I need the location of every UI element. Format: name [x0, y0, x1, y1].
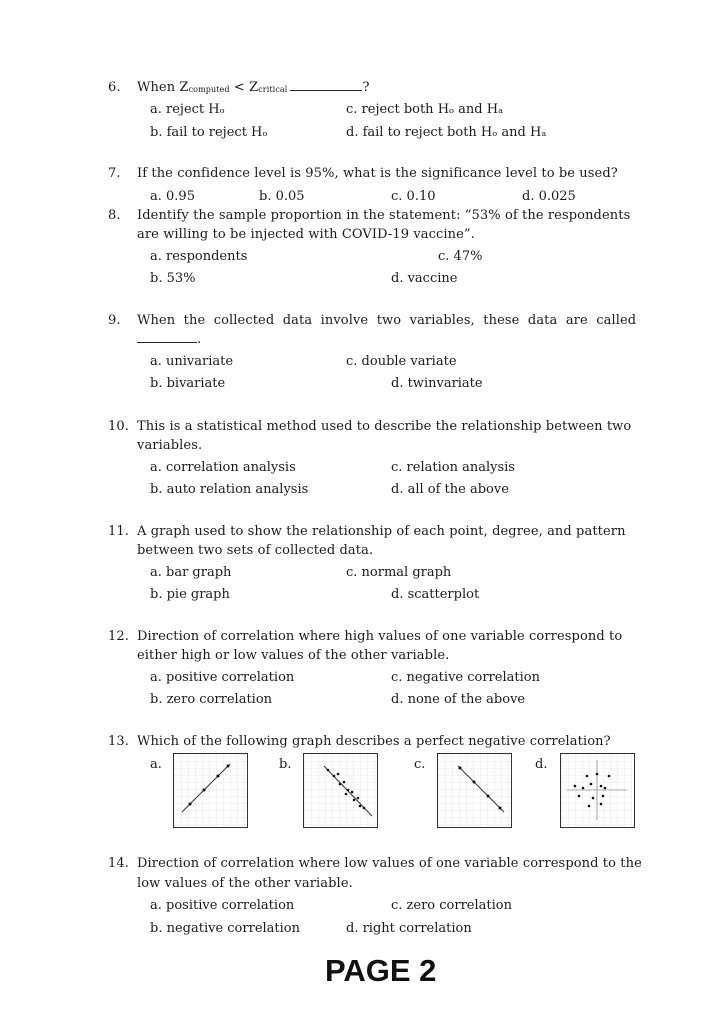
q11-question-line1: A graph used to show the relationship of each point, degree, and pattern [137, 524, 626, 539]
q11-number: 11. [108, 524, 129, 539]
page-number: PAGE 2 [325, 953, 437, 988]
q13-graph-a-point [203, 789, 206, 792]
q12-number: 12. [108, 629, 129, 644]
q13-graph-b-point [339, 783, 342, 786]
q13-graph-d-point [586, 775, 589, 778]
q10-number: 10. [108, 419, 129, 434]
q7-number: 7. [108, 166, 121, 181]
q13-graph-a-point [189, 803, 192, 806]
q6-option-a: a. reject Hₒ [150, 102, 225, 117]
q13-option-c-label: c. [414, 757, 426, 772]
q6-option-d: d. fail to reject both Hₒ and Hₐ [346, 125, 547, 140]
q13-graph-a-point [217, 775, 220, 778]
q13-graph-b-point [337, 773, 340, 776]
q12-option-c: c. negative correlation [391, 670, 540, 685]
q13-graph-d-point [582, 787, 585, 790]
q14-option-b: b. negative correlation [150, 921, 300, 936]
q13-graph-b-point [345, 793, 348, 796]
q14-question-line2: low values of the other variable. [137, 876, 353, 891]
q13-graph-b-point [351, 791, 354, 794]
q6-option-c: c. reject both Hₒ and Hₐ [346, 102, 504, 117]
q7-option-c: c. 0.10 [391, 189, 436, 204]
q13-option-b-label: b. [279, 757, 292, 772]
q13-graph-d-point [596, 773, 599, 776]
q13-number: 13. [108, 734, 129, 749]
q10-option-b: b. auto relation analysis [150, 482, 309, 497]
q7-option-d: d. 0.025 [522, 189, 576, 204]
q8-number: 8. [108, 208, 121, 223]
q13-question: Which of the following graph describes a perfect negative correlation? [137, 734, 611, 749]
q13-graph-a-point [227, 765, 230, 768]
q9-answer-blank: . [137, 332, 201, 347]
q8-option-c: c. 47% [438, 249, 483, 264]
q8-question-line2: are willing to be injected with COVID-19 vaccine”. [137, 227, 475, 242]
q11-option-b: b. pie graph [150, 587, 230, 602]
q9-option-c: c. double variate [346, 354, 457, 369]
q13-graph-d-point [578, 795, 581, 798]
q10-question-line1: This is a statistical method used to describe the relationship between two [137, 419, 632, 434]
q8-question-line1: Identify the sample proportion in the statement: “53% of the respondents [137, 208, 631, 223]
q13-graph-b-point [327, 769, 330, 772]
q11-option-d: d. scatterplot [391, 587, 480, 602]
q9-question-line1: When the collected data involve two variables, these data are called [137, 313, 637, 328]
q10-option-d: d. all of the above [391, 482, 509, 497]
q14-number: 14. [108, 856, 129, 871]
q11-option-a: a. bar graph [150, 565, 232, 580]
q13-graph-b-point [359, 805, 362, 808]
q10-option-a: a. correlation analysis [150, 460, 296, 475]
q13-graph-c-point [459, 767, 462, 770]
q13-graph-d-point [588, 805, 591, 808]
q13-graph-d-point [592, 797, 595, 800]
q13-graph-d [560, 753, 635, 828]
q6-mid: < Z [229, 80, 259, 95]
q12-option-d: d. none of the above [391, 692, 526, 707]
q9-option-b: b. bivariate [150, 376, 226, 391]
q14-option-c: c. zero correlation [391, 898, 512, 913]
q13-graph-b-point [347, 789, 350, 792]
q6-option-b: b. fail to reject Hₒ [150, 125, 268, 140]
q13-graph-c-point [499, 807, 502, 810]
q13-graph-d-point [602, 795, 605, 798]
q13-option-a-label: a. [150, 757, 162, 772]
q13-graph-b-point [363, 807, 366, 810]
q14-question-line1: Direction of correlation where low values of one variable correspond to the [137, 856, 642, 871]
q10-question-line2: variables. [137, 438, 203, 453]
q6-question [137, 80, 370, 95]
q6-post: ? [362, 80, 370, 95]
q6-sub-computed: computed [188, 85, 230, 94]
q13-graph-b-point [357, 797, 360, 800]
q10-option-c: c. relation analysis [391, 460, 515, 475]
q13-graph-d-point [600, 803, 603, 806]
q13-graph-d-point [574, 785, 577, 788]
q6-number: 6. [108, 80, 121, 95]
q7-question: If the confidence level is 95%, what is the significance level to be used? [137, 166, 618, 181]
q13-graph-c [437, 753, 512, 828]
q14-option-d: d. right correlation [346, 921, 472, 936]
q13-graph-d-point [604, 787, 607, 790]
q6-pre: When Z [137, 80, 189, 95]
q9-option-a: a. univariate [150, 354, 234, 369]
q14-option-a: a. positive correlation [150, 898, 295, 913]
q13-graph-b-point [353, 799, 356, 802]
q12-option-b: b. zero correlation [150, 692, 273, 707]
q8-option-a: a. respondents [150, 249, 248, 264]
q13-graph-d-point [590, 783, 593, 786]
q9-option-d: d. twinvariate [391, 376, 483, 391]
q12-question-line1: Direction of correlation where high values of one variable correspond to [137, 629, 623, 644]
q11-question-line2: between two sets of collected data. [137, 543, 374, 558]
q7-option-a: a. 0.95 [150, 189, 195, 204]
q13-option-d-label: d. [535, 757, 548, 772]
q13-graph-b [303, 753, 378, 828]
q13-graph-b-point [333, 775, 336, 778]
q12-option-a: a. positive correlation [150, 670, 295, 685]
q13-graph-b-point [343, 781, 346, 784]
q13-graph-c-point [473, 781, 476, 784]
q8-option-d: d. vaccine [391, 271, 458, 286]
q13-graph-c-point [487, 795, 490, 798]
q13-graph-d-point [608, 775, 611, 778]
q6-answer-blank [290, 80, 362, 91]
q13-graph-d-point [600, 785, 603, 788]
q9-number: 9. [108, 313, 121, 328]
q13-graph-a [173, 753, 248, 828]
q8-option-b: b. 53% [150, 271, 196, 286]
q12-question-line2: either high or low values of the other variable. [137, 648, 450, 663]
q7-option-b: b. 0.05 [259, 189, 305, 204]
q11-option-c: c. normal graph [346, 565, 452, 580]
q6-sub-critical: critical [258, 85, 288, 94]
